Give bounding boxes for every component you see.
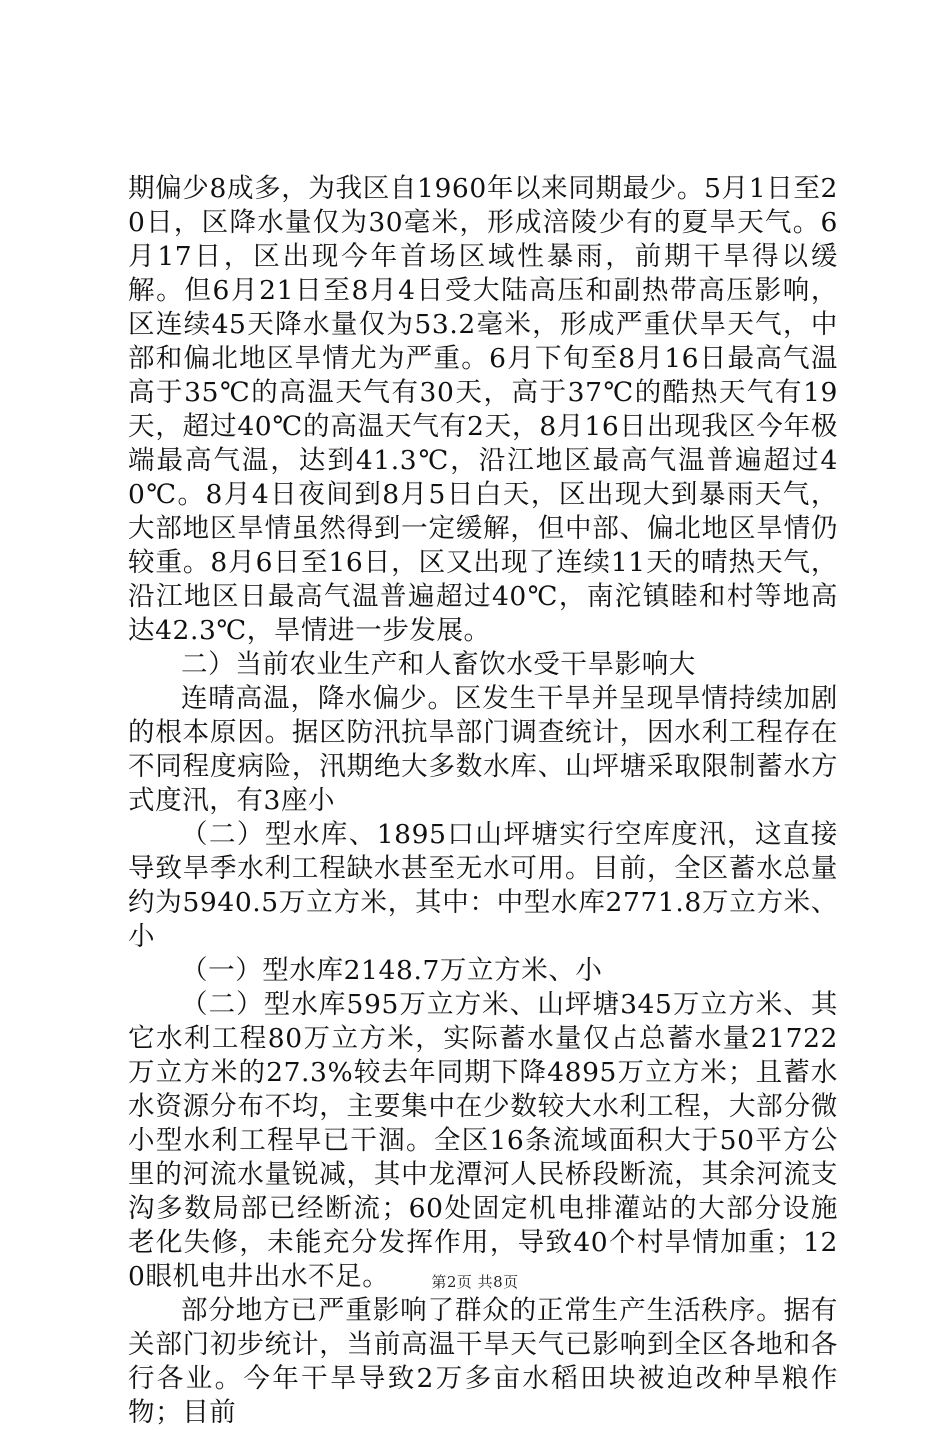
section-heading-agriculture-impact: 二）当前农业生产和人畜饮水受干旱影响大: [181, 649, 696, 680]
paragraph-small-reservoir-one: （一）型水库2148.7万立方米、小: [181, 955, 603, 986]
paragraph-livelihood-impact: 部分地方已严重影响了群众的正常生产生活秩序。据有关部门初步统计，当前高温干旱天气已影响到全区各地和各行各业。今年干旱导致2万多亩水稻田块被迫改种旱粮作物；目前: [128, 1295, 838, 1428]
document-body: [128, 172, 838, 1430]
paragraph-drought-overview: 期偏少8成多，为我区自1960年以来同期最少。5月1日至20日，区降水量仅为30毫米，形成涪陵少有的夏旱天气。6月17日，区出现今年首场区域性暴雨，前期干旱得以缓解。但6月21日至8月4日受大陆高压和副热带高压影响，区连续45天降水量仅为53.2毫米，形成严重伏旱天气，中部和偏北地区旱情尤为严重。6月下旬至8月16日最高气温高于35℃的高温天气有30天，高于37℃的酷热天气有19天，超过40℃的高温天气有2天，8月16日出现我区今年极端最高气温，达到41.3℃，沿江地区最高气温普遍超过40℃。8月4日夜间到8月5日白天，区出现大到暴雨天气，大部地区旱情虽然得到一定缓解，但中部、偏北地区旱情仍较重。8月6日至16日，区又出现了连续11天的晴热天气，沿江地区日最高气温普遍超过40℃，南沱镇睦和村等地高达42.3℃，旱情进一步发展。: [128, 173, 838, 646]
paragraph-water-storage: （二）型水库、1895口山坪塘实行空库度汛，这直接导致旱季水利工程缺水甚至无水可用。目前，全区蓄水总量约为5940.5万立方米，其中：中型水库2771.8万立方米、小: [128, 819, 838, 952]
page-number-footer: 第2页 共8页: [431, 1273, 519, 1291]
paragraph-small-reservoir-two: （二）型水库595万立方米、山坪塘345万立方米、其它水利工程80万立方米，实际蓄水量仅占总蓄水量21722万立方米的27.3%较去年同期下降4895万立方米；且蓄水水资源分布不均，主要集中在少数较大水利工程，大部分微小型水利工程早已干涸。全区16条流域面积大于50平方公里的河流水量锐减，其中龙潭河人民桥段断流，其余河流支沟多数局部已经断流；60处固定机电排灌站的大部分设施老化失修，未能充分发挥作用，导致40个村旱情加重；120眼机电井出水不足。: [128, 989, 838, 1292]
paragraph-root-cause: 连晴高温，降水偏少。区发生干旱并呈现旱情持续加剧的根本原因。据区防汛抗旱部门调查统计，因水利工程存在不同程度病险，汛期绝大多数水库、山坪塘采取限制蓄水方式度汛，有3座小: [128, 683, 838, 816]
